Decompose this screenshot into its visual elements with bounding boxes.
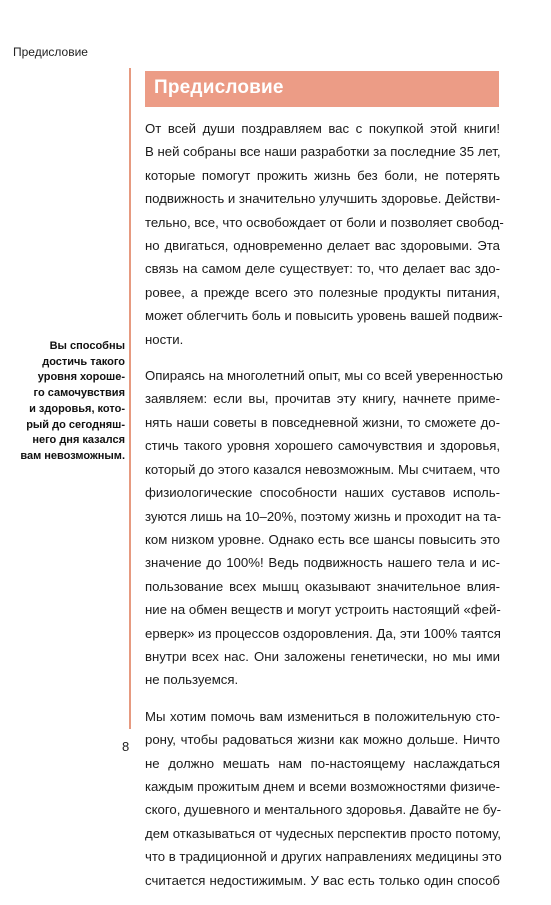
text-line: который до этого казался невозможным. Мы считаем, что	[145, 461, 500, 477]
text-line: что в традиционной и других направлениях медицины это	[145, 849, 502, 865]
text-line: ние на обмен веществ и могут устроить настоящий «фей-	[145, 602, 501, 618]
page-number: 8	[122, 739, 130, 754]
text-line: зуются лишь на 10–20%, поэтому жизнь и проходит на та-	[145, 508, 502, 524]
text-line: ком низком уровне. Однако есть все шансы повысить это	[145, 531, 500, 547]
text-line: пользование всех мышц оказывают значительное влия-	[145, 578, 500, 594]
text-line: дем отказываться от чудесных перспектив просто потому,	[145, 825, 501, 841]
text-line: тельно, все, что освобождает от боли и позволяет свобод-	[145, 214, 504, 230]
paragraph	[145, 705, 500, 892]
text-line: ерверк» из процессов оздоровления. Да, эти 100% таятся	[145, 625, 501, 641]
text-line: Мы хотим помочь вам измениться в положительную сто-	[145, 708, 500, 724]
section-title: Предисловие	[154, 77, 284, 98]
pull-quote-line: достичь такого	[42, 355, 125, 368]
text-line: подвижность и значительно улучшить здоровье. Действи-	[145, 191, 501, 207]
text-line: ровее, а прежде всего это полезные продукты питания,	[145, 284, 500, 300]
text-line: не должно мешать нам по-настоящему наслаждаться	[145, 755, 500, 771]
pull-quote-line: уровня хороше-	[37, 371, 125, 384]
text-line: заявляем: если вы, прочитав эту книгу, начнете приме-	[145, 391, 500, 407]
text-line: внутри всех нас. Они заложены генетически, но мы ими	[145, 648, 500, 664]
section-title-bar	[145, 71, 499, 107]
text-line: стичь такого уровня хорошего самочувствия и здоровья,	[145, 438, 500, 454]
text-line: может облегчить боль и повысить уровень вашей подвиж-	[145, 308, 503, 324]
text-line: не пользуемся.	[145, 672, 239, 688]
text-line: ского, душевного и ментального здоровья. Давайте не бу-	[145, 802, 502, 818]
pull-quote	[8, 339, 125, 465]
text-line: физиологические способности наших суставов исполь-	[145, 485, 500, 501]
paragraph	[145, 364, 503, 692]
pull-quote-line: Вы способны	[49, 340, 125, 352]
pull-quote-line: го самочувствия	[33, 387, 125, 400]
text-line: которые помогут прожить жизнь без боли, не потерять	[145, 167, 500, 183]
text-line: считается недостижимым. У вас есть только один способ	[145, 872, 500, 888]
pull-quote-line: вам невозможным.	[20, 449, 125, 462]
pull-quote-line: и здоровья, кото-	[29, 402, 125, 415]
text-line: но двигаться, одновременно делает вас здоровыми. Эта	[145, 238, 500, 254]
margin-divider-line	[129, 68, 131, 729]
text-line: Опираясь на многолетний опыт, мы со всей уверенностью	[145, 368, 503, 384]
text-line: связь на самом деле существует: то, что делает вас здо-	[145, 261, 500, 277]
body-text	[145, 117, 504, 905]
text-line: значение до 100%! Ведь подвижность нашего тела и ис-	[145, 555, 500, 571]
paragraph	[145, 117, 504, 351]
text-line: В ней собраны все наши разработки за последние 35 лет,	[145, 144, 501, 160]
pull-quote-line: него дня казался	[32, 434, 125, 447]
text-line: каждым прожитым днем и всеми возможностями физиче-	[145, 778, 501, 794]
text-line: рону, чтобы радоваться жизни как можно дольше. Ничто	[145, 732, 500, 748]
text-line: От всей души поздравляем вас с покупкой этой книги!	[145, 121, 500, 136]
pull-quote-line: рый до сегодняш-	[26, 418, 125, 431]
text-line: ности.	[145, 331, 184, 347]
text-line: нять наши советы в повседневной жизни, то сможете до-	[145, 414, 500, 430]
running-header: Предисловие	[13, 45, 88, 59]
